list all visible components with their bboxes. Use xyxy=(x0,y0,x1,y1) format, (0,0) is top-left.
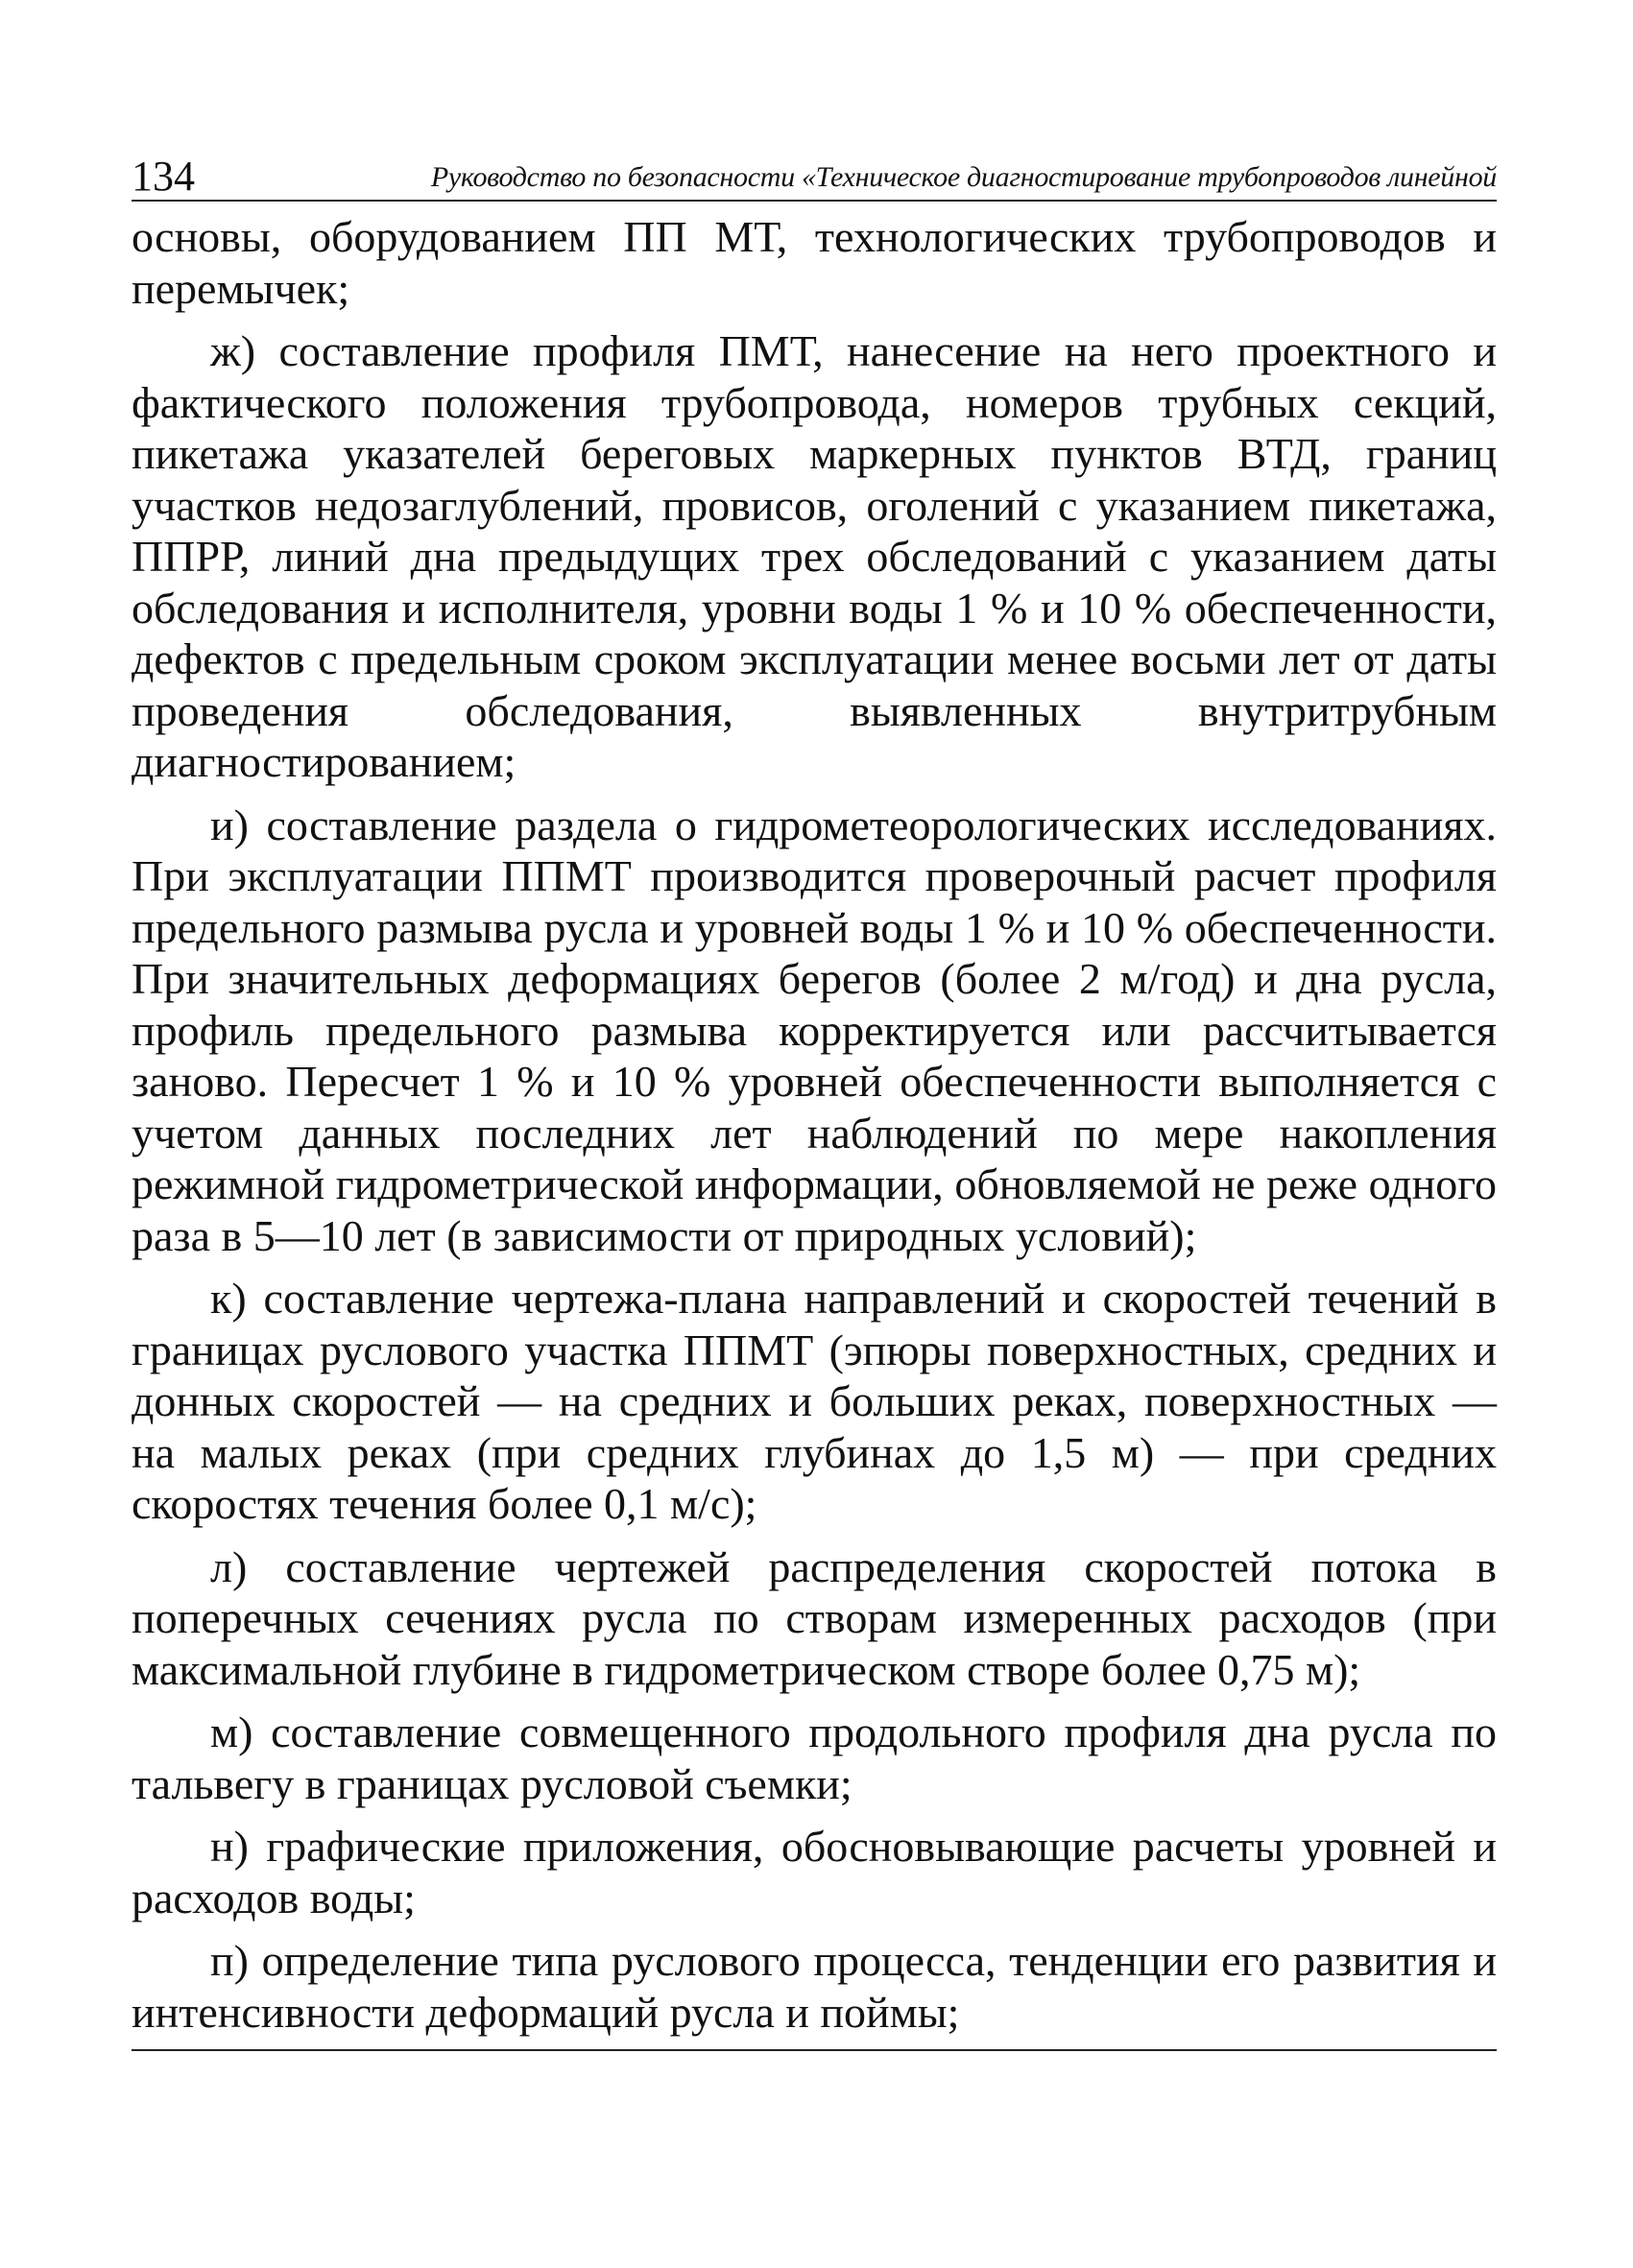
list-item-m: м) составление совмещенного продольного профиля дна русла по тальвегу в границах русловой съемки; xyxy=(132,1707,1497,1808)
page-header xyxy=(132,144,1497,202)
list-item-l: л) составление чертежей распределения скоростей потока в поперечных сечениях русла по створам измеренных расходов (при максимальной глубине в гидрометрическом створе более 0,75 м); xyxy=(132,1541,1497,1694)
list-item-zh: ж) составление профиля ПМТ, нанесение на него проектного и фактического положения трубопровода, номеров трубных секций, пикетажа указателей береговых маркерных пунктов ВТД, границ участков недозаглублений, провисов, оголений с указанием пикетажа, ППРР, линий дна предыдущих трех обследований с указанием даты обследования и исполнителя, уровни воды 1 % и 10 % обеспеченности, дефектов с предельным сроком эксплуатации менее восьми лет от даты проведения обследования, выявленных внутритрубным диагностированием; xyxy=(132,326,1497,786)
list-item-p: п) определение типа руслового процесса, тенденции его развития и интенсивности деформаций русла и поймы; xyxy=(132,1936,1497,2037)
list-item-i: и) составление раздела о гидрометеорологических исследованиях. При эксплуатации ППМТ производится проверочный расчет профиля предельного размыва русла и уровней воды 1 % и 10 % обеспеченности. При значительных деформациях берегов (более 2 м/год) и дна русла, профиль предельного размыва корректируется или рассчитывается заново. Пересчет 1 % и 10 % уровней обеспеченности выполняется с учетом данных последних лет наблюдений по мере накопления режимной гидрометрической информации, обновляемой не реже одного раза в 5—10 лет (в зависимости от природных условий); xyxy=(132,800,1497,1260)
bottom-rule xyxy=(132,2049,1497,2051)
list-item-n: н) графические приложения, обосновывающие расчеты уровней и расходов воды; xyxy=(132,1822,1497,1922)
page-number: 134 xyxy=(132,153,195,200)
list-item-k: к) составление чертежа-плана направлений и скоростей течений в границах руслового участка ППМТ (эпюры поверхностных, средних и донных скоростей — на средних и больших реках, поверхностных — на малых реках (при средних глубинах до 1,5 м) — при средних скоростях течения более 0,1 м/с); xyxy=(132,1274,1497,1528)
document-page xyxy=(132,144,1497,2051)
body-text xyxy=(132,211,1497,2038)
paragraph-continuation: основы, оборудованием ПП МТ, технологических трубопроводов и перемычек; xyxy=(132,212,1497,313)
running-title: Руководство по безопасности «Техническое диагностирование трубопроводов линейной xyxy=(430,161,1497,193)
